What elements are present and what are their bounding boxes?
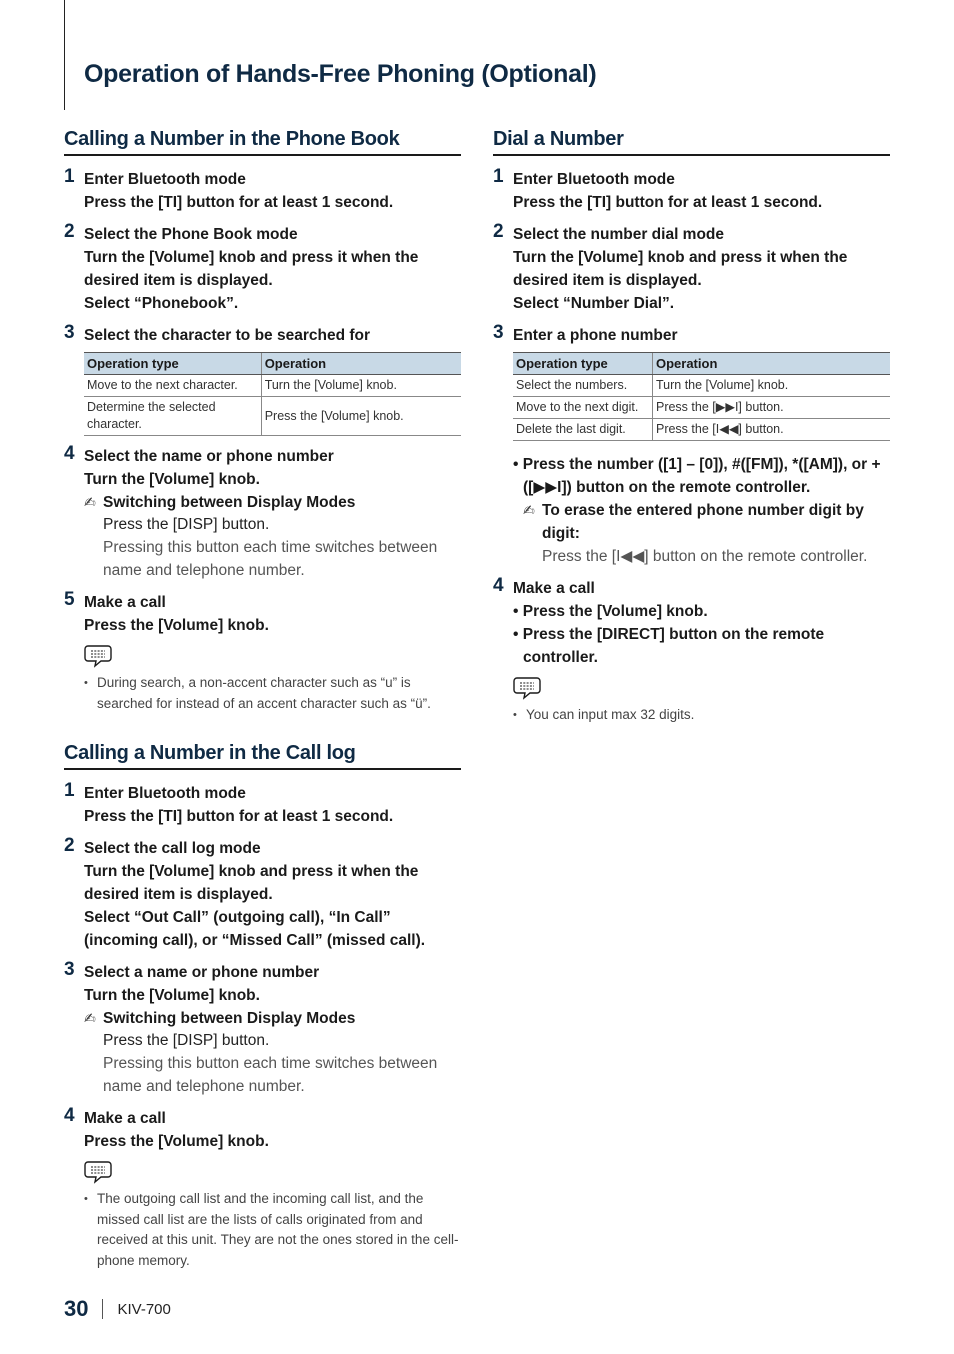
calllog-step-1	[64, 782, 461, 828]
note-text: Press the [DISP] button.	[103, 1032, 270, 1049]
dial-step-3	[493, 324, 890, 568]
bullet-text: • Press the [Volume] knob.	[513, 603, 708, 620]
step-title: Enter Bluetooth mode	[84, 171, 246, 188]
note-detail: Pressing this button each time switches between name and telephone number.	[103, 1055, 438, 1095]
memo-speech-icon	[84, 643, 114, 669]
memo-text: • During search, a non-accent character such as “u” is searched for instead of an accent character such as “ü”.	[84, 673, 461, 714]
pencil-note-icon: ✍	[523, 502, 535, 518]
table-header-cell: Operation type	[84, 353, 261, 375]
section-heading-phonebook: Calling a Number in the Phone Book	[64, 126, 461, 156]
calllog-step-3	[64, 961, 461, 1098]
dial-operation-table	[513, 352, 890, 441]
step-title: Make a call	[84, 594, 166, 611]
step-text: Select “Phonebook”.	[84, 295, 239, 312]
table-row	[513, 397, 890, 419]
step-text: Press the [Volume] knob.	[84, 617, 269, 634]
page-footer	[64, 1296, 171, 1322]
memo-text: • The outgoing call list and the incoming call list, and the missed call list are the lists of calls originated from and received at this unit. They are not the ones stored in the cell-phone memory.	[84, 1189, 461, 1271]
phonebook-step-2	[64, 223, 461, 315]
table-row	[84, 375, 461, 397]
phonebook-operation-table	[84, 352, 461, 436]
step-title: Enter a phone number	[513, 327, 678, 344]
table-cell: Press the [I◀◀] button.	[652, 419, 890, 441]
step-text: Press the [Volume] knob.	[84, 1133, 269, 1150]
note-title: Switching between Display Modes	[103, 494, 356, 511]
section-heading-calllog: Calling a Number in the Call log	[64, 740, 461, 770]
table-cell: Select the numbers.	[513, 375, 652, 397]
step-text: Turn the [Volume] knob.	[84, 471, 260, 488]
note-text: Press the [DISP] button.	[103, 516, 270, 533]
table-cell: Press the [Volume] knob.	[261, 397, 461, 436]
step-text: Turn the [Volume] knob and press it when the desired item is displayed.	[84, 249, 419, 289]
note-heading	[84, 1007, 461, 1030]
table-cell: Move to the next digit.	[513, 397, 652, 419]
table-row	[513, 375, 890, 397]
page-number: 30	[64, 1296, 89, 1321]
step-text: Turn the [Volume] knob and press it when the desired item is displayed.	[513, 249, 848, 289]
step-text: Select “Number Dial”.	[513, 295, 675, 312]
step-number: 1	[64, 780, 75, 801]
step-title: Enter Bluetooth mode	[513, 171, 675, 188]
memo-block	[84, 643, 461, 714]
sub-note	[513, 499, 890, 568]
step-title: Make a call	[513, 580, 595, 597]
step-title: Enter Bluetooth mode	[84, 785, 246, 802]
step-title: Select the name or phone number	[84, 448, 334, 465]
step-title: Select the character to be searched for	[84, 327, 371, 344]
phonebook-step-1	[64, 168, 461, 214]
dial-step-1	[493, 168, 890, 214]
step-text: Turn the [Volume] knob.	[84, 987, 260, 1004]
step-number: 2	[64, 835, 75, 856]
step-number: 1	[64, 166, 75, 187]
dial-step-4	[493, 577, 890, 726]
memo-speech-icon	[513, 675, 543, 701]
phonebook-step-5	[64, 591, 461, 714]
step-number: 3	[64, 322, 75, 343]
section-heading-dial: Dial a Number	[493, 126, 890, 156]
pencil-note-icon: ✍	[84, 1010, 96, 1026]
memo-speech-icon	[84, 1159, 114, 1185]
step-text: Turn the [Volume] knob and press it when the desired item is displayed.	[84, 863, 419, 903]
step-title: Make a call	[84, 1110, 166, 1127]
header-rule	[64, 0, 65, 110]
table-cell: Press the [▶▶I] button.	[652, 397, 890, 419]
right-column	[493, 126, 890, 735]
step-text: Press the [TI] button for at least 1 second.	[84, 808, 394, 825]
table-header-cell: Operation type	[513, 353, 652, 375]
table-header-row	[513, 353, 890, 375]
phonebook-step-4	[64, 445, 461, 582]
step-number: 3	[64, 959, 75, 980]
footer-divider	[102, 1299, 103, 1319]
step-title: Select a name or phone number	[84, 964, 320, 981]
bullet-text: • Press the number ([1] – [0]), #([FM]), *([AM]), or +([▶▶I]) button on the remote controller.	[513, 456, 881, 496]
model-name: KIV-700	[117, 1300, 171, 1318]
table-header-cell: Operation	[652, 353, 890, 375]
note-title: To erase the entered phone number digit by digit:	[542, 502, 864, 542]
pencil-note-icon: ✍	[84, 494, 96, 510]
table-cell: Determine the selected character.	[84, 397, 261, 436]
left-column	[64, 126, 461, 1280]
note-heading	[84, 491, 461, 514]
step-number: 2	[493, 221, 504, 242]
step-number: 4	[64, 443, 75, 464]
step-number: 1	[493, 166, 504, 187]
table-header-row	[84, 353, 461, 375]
bullet-text: • Press the [DIRECT] button on the remote controller.	[513, 626, 825, 666]
step-title: Select the number dial mode	[513, 226, 725, 243]
step-number: 2	[64, 221, 75, 242]
calllog-step-4	[64, 1107, 461, 1271]
memo-text: • You can input max 32 digits.	[513, 705, 890, 726]
note-detail: Pressing this button each time switches between name and telephone number.	[103, 539, 438, 579]
calllog-step-2	[64, 837, 461, 952]
table-header-cell: Operation	[261, 353, 461, 375]
step-number: 3	[493, 322, 504, 343]
step-number: 4	[64, 1105, 75, 1126]
dial-step-2	[493, 223, 890, 315]
step-text: Select “Out Call” (outgoing call), “In Call” (incoming call), or “Missed Call” (missed call).	[84, 909, 426, 949]
table-cell: Turn the [Volume] knob.	[652, 375, 890, 397]
table-cell: Turn the [Volume] knob.	[261, 375, 461, 397]
note-heading	[523, 499, 890, 545]
note-detail: Press the [I◀◀] button on the remote controller.	[542, 548, 868, 565]
memo-block	[513, 675, 890, 726]
step-text: Press the [TI] button for at least 1 second.	[513, 194, 823, 211]
table-row	[84, 397, 461, 436]
step-number: 5	[64, 589, 75, 610]
page-title: Operation of Hands-Free Phoning (Optional)	[84, 60, 597, 88]
step-title: Select the call log mode	[84, 840, 261, 857]
table-row	[513, 419, 890, 441]
step-number: 4	[493, 575, 504, 596]
phonebook-step-3	[64, 324, 461, 436]
step-text: Press the [TI] button for at least 1 second.	[84, 194, 394, 211]
table-cell: Move to the next character.	[84, 375, 261, 397]
note-title: Switching between Display Modes	[103, 1010, 356, 1027]
step-title: Select the Phone Book mode	[84, 226, 298, 243]
table-cell: Delete the last digit.	[513, 419, 652, 441]
memo-block	[84, 1159, 461, 1271]
